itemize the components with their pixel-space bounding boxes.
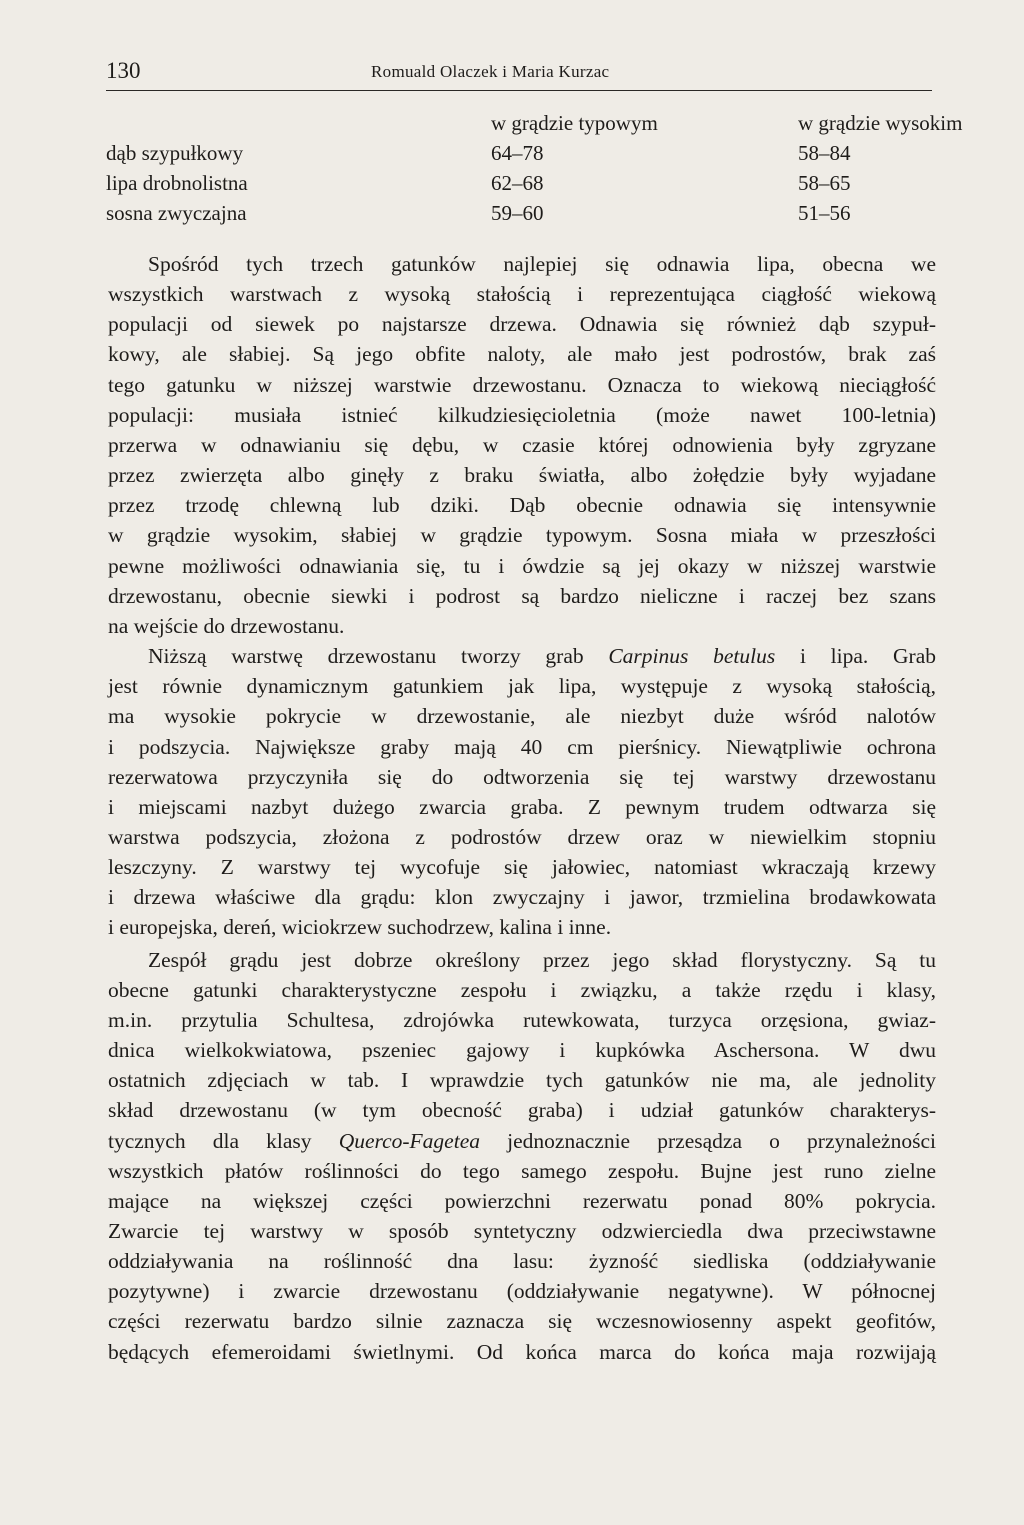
text-line: Spośród tych trzech gatunków najlepiej się odnawia lipa, obecna we xyxy=(148,252,936,276)
text-line: skład drzewostanu (w tym obecność graba) i udział gatunków charakterys- xyxy=(108,1098,936,1123)
text-line: ma wysokie pokrycie w drzewostanie, ale niezbyt duże wśród nalotów xyxy=(108,704,936,729)
text-line: przez zwierzęta albo ginęły z braku światła, albo żołędzie były wyjadane xyxy=(108,463,936,488)
text-run: i lipa. Grab xyxy=(775,644,936,669)
text-line: obecne gatunki charakterystyczne zespołu i związku, a także rzędu i klasy, xyxy=(108,977,936,1002)
text-line: jest równie dynamicznym gatunkiem jak lipa, występuje z wysoką stałością, xyxy=(108,674,936,699)
text-line: kowy, ale słabiej. Są jego obfite naloty, ale mało jest podrostów, brak zaś xyxy=(108,342,936,367)
table-row xyxy=(106,171,932,201)
table-row xyxy=(106,141,932,171)
value-cell: 51–56 xyxy=(798,201,851,225)
text-line: ostatnich zdjęciach w tab. I wprawdzie tych gatunków nie ma, ale jednolity xyxy=(108,1068,936,1093)
text-line: i europejska, dereń, wiciokrzew suchodrzew, kalina i inne. xyxy=(108,915,612,940)
text-line: wszystkich płatów roślinności do tego samego zespołu. Bujne jest runo zielne xyxy=(108,1158,936,1183)
running-head: Romuald Olaczek i Maria Kurzac xyxy=(371,62,610,81)
value-cell: 59–60 xyxy=(491,201,544,225)
text-line: będących efemeroidami świetlnymi. Od końca marca do końca maja rozwijają xyxy=(108,1339,936,1364)
text-line xyxy=(108,1126,936,1156)
text-line: wszystkich warstwach z wysoką stałością i reprezentująca ciągłość wiekową xyxy=(108,282,936,307)
text-line: Zespół grądu jest dobrze określony przez jego skład florystyczny. Są tu xyxy=(148,947,936,972)
class-name-italic: Querco-Fagetea xyxy=(338,1128,480,1153)
text-line: pozytywne) i zwarcie drzewostanu (oddziaływanie negatywne). W północnej xyxy=(108,1279,936,1304)
text-line: i miejscami nazbyt dużego zwarcia graba. Z pewnym trudem odtwarza się xyxy=(108,794,936,819)
text-run: Niższą warstwę drzewostanu tworzy grab xyxy=(148,644,609,669)
column-header: w grądzie wysokim xyxy=(798,111,963,135)
column-header: w grądzie typowym xyxy=(491,111,658,135)
text-line: populacji od siewek po najstarsze drzewa. Odnawia się również dąb szypuł- xyxy=(108,312,936,337)
species-cell: sosna zwyczajna xyxy=(106,201,247,225)
text-line: rezerwatowa przyczyniła się do odtworzenia się tej warstwy drzewostanu xyxy=(108,764,936,789)
value-cell: 64–78 xyxy=(491,141,544,165)
value-cell: 62–68 xyxy=(491,171,544,195)
text-line: dnica wielkokwiatowa, pszeniec gajowy i kupkówka Aschersona. W dwu xyxy=(108,1038,936,1063)
text-line: m.in. przytulia Schultesa, zdrojówka rutewkowata, turzyca orzęsiona, gwiaz- xyxy=(108,1007,936,1032)
dbh-table xyxy=(106,111,963,231)
value-cell: 58–65 xyxy=(798,171,851,195)
text-line: na wejście do drzewostanu. xyxy=(108,613,345,638)
text-line: i podszycia. Największe graby mają 40 cm pierśnicy. Niewątpliwie ochrona xyxy=(108,734,936,759)
text-run: tycznych dla klasy xyxy=(108,1128,339,1153)
text-line: leszczyny. Z warstwy tej wycofuje się jałowiec, natomiast wkraczają krzewy xyxy=(108,855,936,880)
body-text xyxy=(108,249,936,1367)
text-line: mające na większej części powierzchni rezerwatu ponad 80% pokrycia. xyxy=(108,1188,936,1213)
text-line: Zwarcie tej warstwy w sposób syntetyczny odzwierciedla dwa przeciwstawne xyxy=(108,1219,936,1243)
text-line: oddziaływania na roślinność dna lasu: żyzność siedliska (oddziaływanie xyxy=(108,1249,936,1274)
table-row xyxy=(106,201,932,231)
species-cell: dąb szypułkowy xyxy=(106,141,244,165)
text-line: populacji: musiała istnieć kilkudziesięcioletnia (może nawet 100-letnia) xyxy=(108,402,936,427)
text-line: pewne możliwości odnawiania się, tu i ówdzie są jej okazy w niższej warstwie xyxy=(108,553,936,578)
species-cell: lipa drobnolistna xyxy=(106,171,248,195)
text-line: tego gatunku w niższej warstwie drzewostanu. Oznacza to wiekową nieciągłość xyxy=(108,372,936,397)
text-line: i drzewa właściwe dla grądu: klon zwyczajny i jawor, trzmielina brodawkowata xyxy=(108,885,936,910)
table-header-row xyxy=(106,111,963,141)
value-cell: 58–84 xyxy=(798,141,851,165)
text-line xyxy=(108,641,936,671)
species-name-italic: Carpinus betulus xyxy=(608,644,776,669)
text-run: jednoznacznie przesądza o przynależności xyxy=(480,1128,936,1153)
text-line: przez trzodę chlewną lub dziki. Dąb obecnie odnawia się intensywnie xyxy=(108,493,936,518)
text-line: drzewostanu, obecnie siewki i podrost są bardzo nieliczne i raczej bez szans xyxy=(108,583,936,608)
text-line: w grądzie wysokim, słabiej w grądzie typowym. Sosna miała w przeszłości xyxy=(108,523,936,548)
text-line: przerwa w odnawianiu się dębu, w czasie której odnowienia były zgryzane xyxy=(108,432,936,457)
page-number: 130 xyxy=(106,58,141,83)
page-header xyxy=(106,50,932,91)
text-line: części rezerwatu bardzo silnie zaznacza się wczesnowiosenny aspekt geofitów, xyxy=(108,1309,936,1334)
text-line: warstwa podszycia, złożona z podrostów drzew oraz w niewielkim stopniu xyxy=(108,824,936,849)
